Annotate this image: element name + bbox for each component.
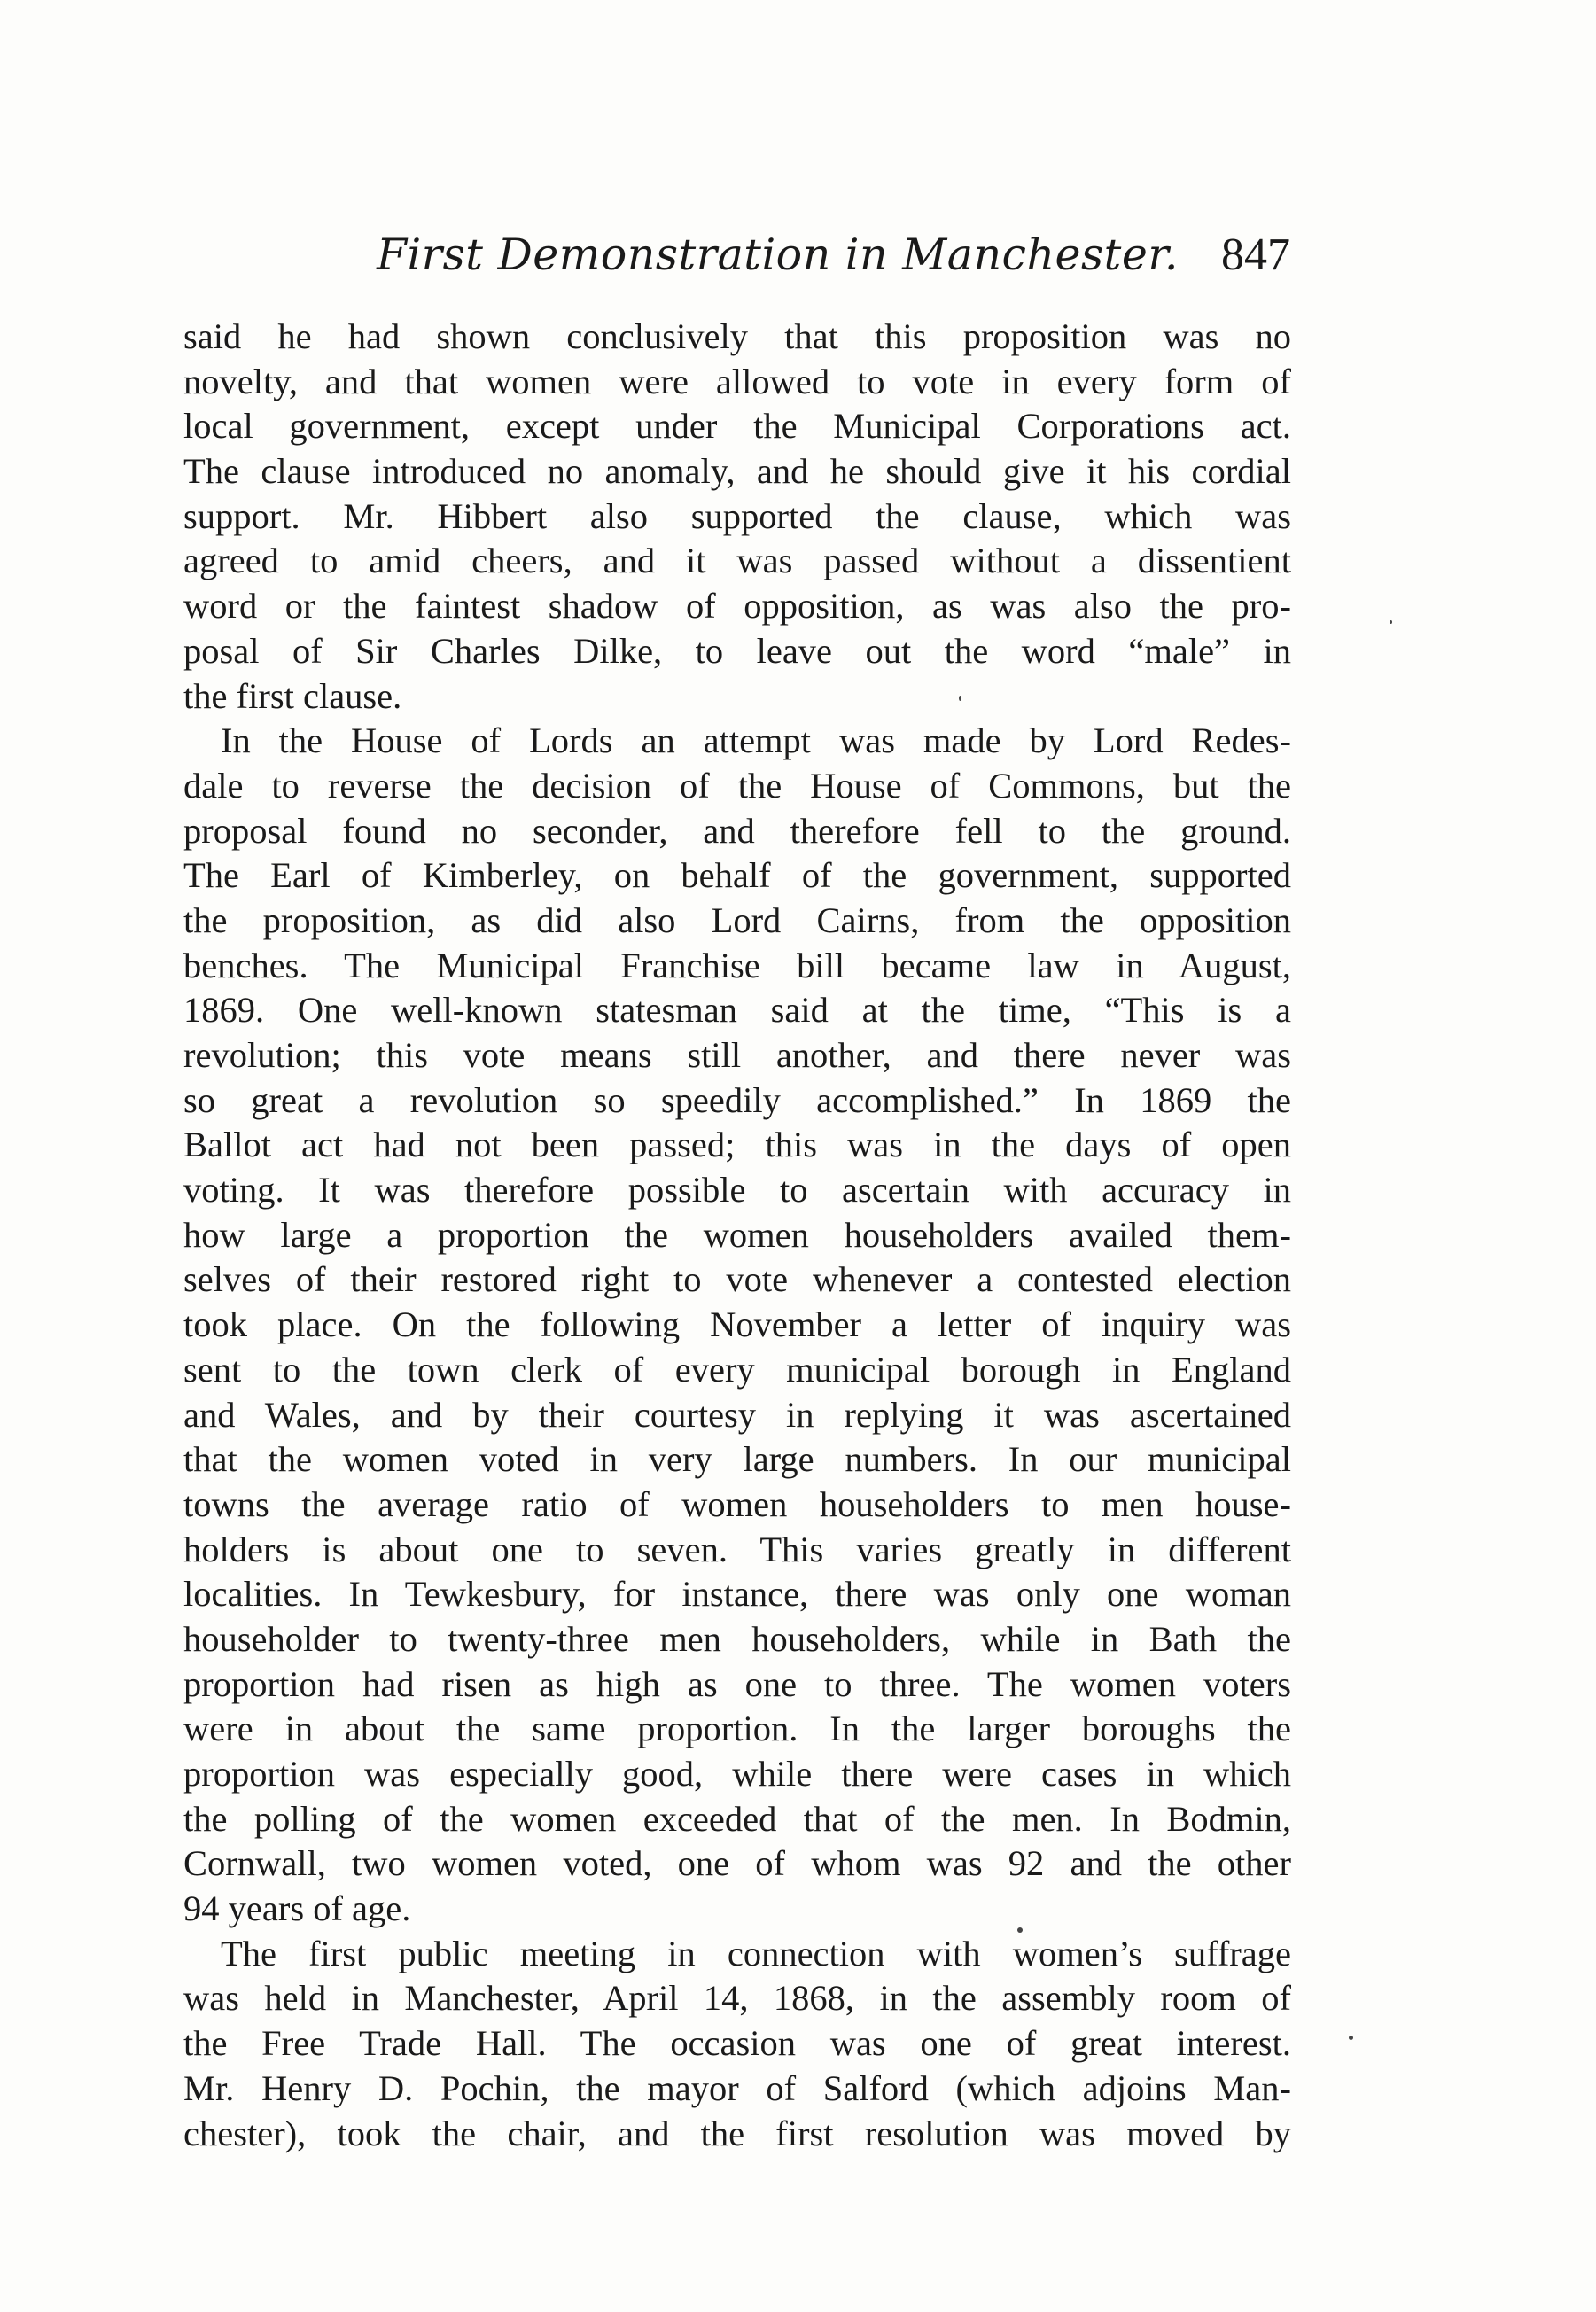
text-line: support. Mr. Hibbert also supported the clause, which was	[183, 495, 1291, 536]
text-line: towns the average ratio of women householders to men house-	[183, 1483, 1291, 1524]
text-line: proportion had risen as high as one to three. The women voters	[183, 1663, 1291, 1704]
text-line: revolution; this vote means still another, and there never was	[183, 1035, 1291, 1075]
text-line: sent to the town clerk of every municipal borough in England	[183, 1349, 1291, 1390]
text-line: 1869. One well-known statesman said at the time, “This is a	[183, 990, 1291, 1031]
text-line: were in about the same proportion. In the larger boroughs the	[183, 1709, 1291, 1749]
text-line: Cornwall, two women voted, one of whom was 92 and the other	[183, 1843, 1291, 1884]
text-line: that the women voted in very large numbers. In our municipal	[183, 1439, 1291, 1480]
text-line: said he had shown conclusively that this proposition was no	[183, 316, 1291, 356]
text-line: The clause introduced no anomaly, and he should give it his cordial	[183, 451, 1291, 492]
text-line: benches. The Municipal Franchise bill became law in August,	[183, 945, 1291, 985]
text-line: holders is about one to seven. This varies greatly in different	[183, 1529, 1291, 1569]
text-line: how large a proportion the women householders availed them-	[183, 1214, 1291, 1255]
text-line: the Free Trade Hall. The occasion was one of great interest.	[183, 2023, 1291, 2064]
scan-speck	[959, 696, 961, 701]
text-line: novelty, and that women were allowed to vote in every form of	[183, 361, 1291, 401]
text-line: voting. It was therefore possible to ascertain with accuracy in	[183, 1170, 1291, 1210]
text-line: Mr. Henry D. Pochin, the mayor of Salford (which adjoins Man-	[183, 2067, 1291, 2108]
text-line: agreed to amid cheers, and it was passed without a dissentient	[183, 541, 1291, 581]
scan-speck	[1017, 1927, 1023, 1933]
text-line: dale to reverse the decision of the House of Commons, but the	[183, 765, 1291, 806]
scan-speck	[1390, 620, 1392, 624]
text-line: local government, except under the Municipal Corporations act.	[183, 406, 1291, 447]
text-line: householder to twenty-three men householders, while in Bath the	[183, 1618, 1291, 1659]
text-line: took place. On the following November a letter of inquiry was	[183, 1304, 1291, 1345]
page-number: 847	[1221, 230, 1290, 280]
text-line: the proposition, as did also Lord Cairns, from the opposition	[183, 899, 1291, 940]
text-line: posal of Sir Charles Dilke, to leave out the word “male” in	[183, 630, 1291, 671]
paragraph-first-line: The first public meeting in connection with women’s suffrage	[221, 1933, 1291, 1973]
text-line: localities. In Tewkesbury, for instance, there was only one woman	[183, 1574, 1291, 1615]
text-line: 94 years of age.	[183, 1888, 411, 1929]
page-header	[177, 229, 1294, 291]
text-line: word or the faintest shadow of opposition, as was also the pro-	[183, 586, 1291, 627]
running-title: First Demonstration in Manchester.	[377, 230, 1179, 280]
text-line: so great a revolution so speedily accomplished.” In 1869 the	[183, 1079, 1291, 1120]
text-line: the first clause.	[183, 675, 402, 716]
scan-speck	[1349, 2036, 1353, 2040]
text-line: and Wales, and by their courtesy in replying it was ascertained	[183, 1394, 1291, 1435]
page-body-text	[183, 315, 1291, 2156]
paragraph-first-line: In the House of Lords an attempt was made by Lord Redes-	[221, 720, 1291, 761]
text-line: chester), took the chair, and the first resolution was moved by	[183, 2113, 1291, 2153]
text-line: the polling of the women exceeded that of the men. In Bodmin,	[183, 1798, 1291, 1839]
text-line: proposal found no seconder, and therefore fell to the ground.	[183, 810, 1291, 851]
text-line: Ballot act had not been passed; this was in the days of open	[183, 1125, 1291, 1165]
text-line: The Earl of Kimberley, on behalf of the government, supported	[183, 855, 1291, 896]
text-line: was held in Manchester, April 14, 1868, in the assembly room of	[183, 1978, 1291, 2019]
text-line: proportion was especially good, while there were cases in which	[183, 1754, 1291, 1794]
text-line: selves of their restored right to vote whenever a contested election	[183, 1259, 1291, 1300]
